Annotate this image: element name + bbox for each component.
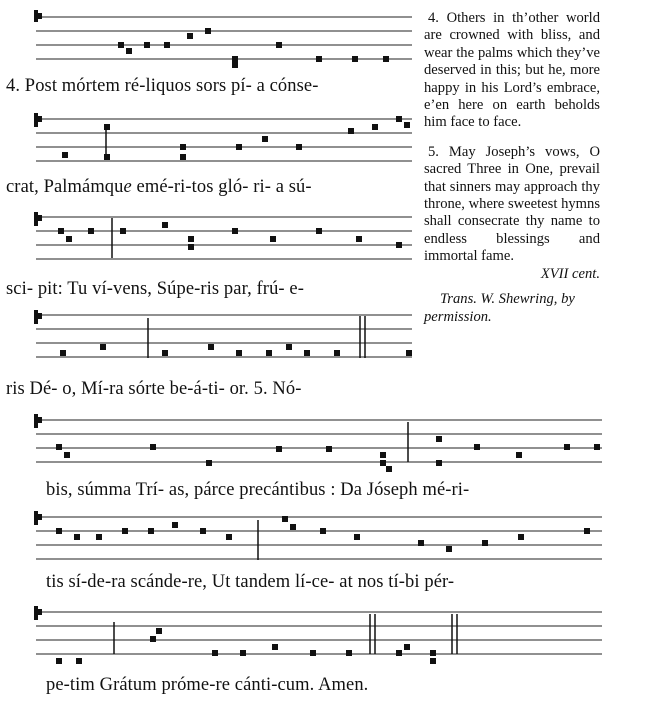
chant-staff-3 (0, 208, 420, 274)
chant-staff-7 (0, 602, 606, 672)
chant-staff-5 (0, 404, 606, 484)
lyric-line-1: 4. Post mórtem ré-liquos sors pí- a cónse- (6, 76, 319, 96)
chant-staff-7-notation (0, 602, 606, 672)
translation-source: XVII cent. (540, 265, 600, 282)
lyric-line-2 (6, 178, 312, 197)
chant-staff-4-notation (0, 306, 420, 372)
lyric-line-2-part-b: emé-ri-tos gló- ri- a sú- (131, 177, 312, 197)
chant-staff-5-notation (0, 404, 606, 484)
chant-staff-1-notation (0, 0, 420, 80)
translation-column (424, 10, 600, 326)
chant-staff-3-notation (0, 208, 420, 274)
chant-staff-2-notation (0, 108, 420, 178)
lyric-line-2-part-a: crat, Palmámqu (6, 177, 124, 197)
translation-credit: Trans. W. Shewring, by permission. (424, 291, 575, 325)
lyric-line-2-italic: e (123, 177, 132, 197)
chant-staff-6-notation (0, 506, 606, 576)
lyric-line-3: sci- pit: Tu ví-vens, Súpe-ris par, frú- e- (6, 279, 304, 299)
chant-staff-4 (0, 306, 420, 372)
lyric-line-6: tis sí-de-ra scánde-re, Ut tandem lí-ce- at nos tí-bi pér- (46, 572, 455, 592)
translation-stanza-4: 4. Others in th’other world are crowned with bliss, and wear the palms which they’ve deserved in this; but he, more happy in his Lord’s embrace, e’en here on earth beholds him face to face. (424, 10, 600, 131)
lyric-line-7: pe-tim Grátum próme-re cánti-cum. Amen. (46, 675, 369, 695)
chant-staff-2 (0, 108, 420, 178)
translation-stanza-5: 5. May Joseph’s vows, O sacred Three in One, prevail that sinners may approach thy throne, where sweetest hymns shall consecrate thy name to endless blessings and immortal fame. (424, 143, 600, 265)
lyric-line-5: bis, súmma Trí- as, párce precántibus : Da Jóseph mé-ri- (46, 480, 470, 500)
lyric-line-4: ris Dé- o, Mí-ra sórte be-á-ti- or. 5. Nó- (6, 379, 302, 399)
chant-staff-6 (0, 506, 606, 576)
chant-staff-1 (0, 0, 420, 80)
